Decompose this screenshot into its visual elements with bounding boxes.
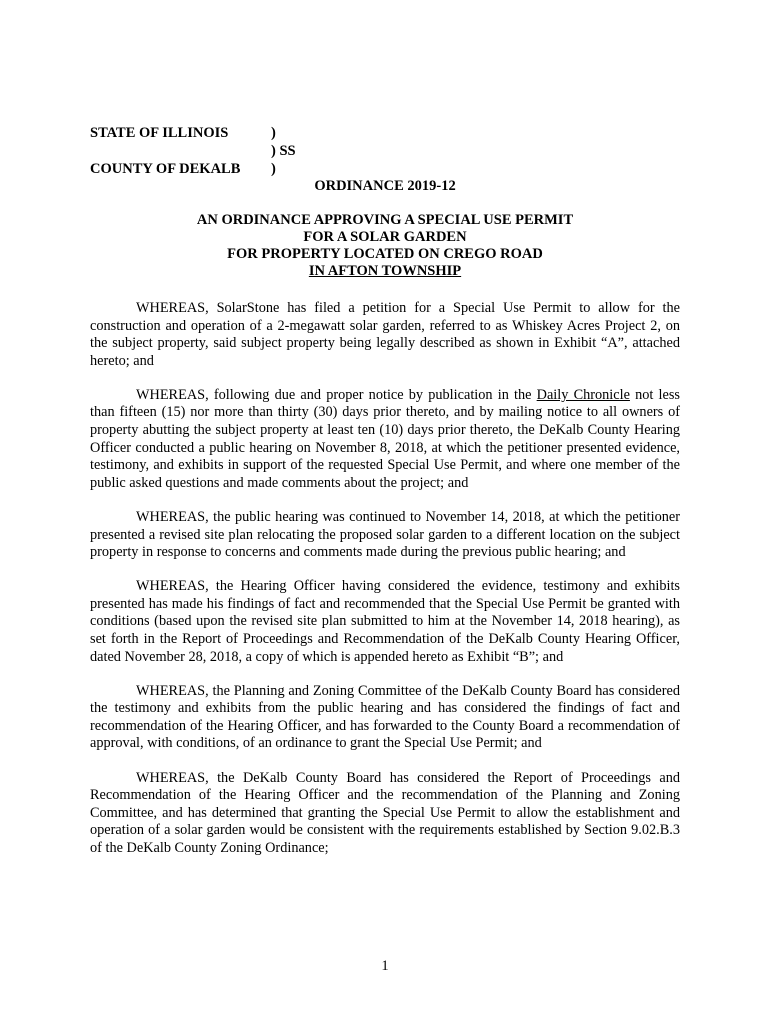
caption-state: STATE OF ILLINOIS [90,125,229,141]
caption-paren-top: ) [271,125,276,141]
p2-text-after: not less than fifteen (15) nor more than thirty (30) days prior thereto, and by mailing notice to all owners of property abutting the subject property at least ten (10) days prior thereto, the DeKalb County Hearing Officer conducted a public hearing on November 8, 2018, at which the petitioner presented evidence, testimony, and exhibits in support of the requested Special Use Permit, and where one member of the public asked questions and made comments about the project; and [90,386,680,491]
whereas-paragraph-2 [90,387,680,493]
caption-paren-ss: ) SS [271,143,296,159]
whereas-paragraph-5: WHEREAS, the Planning and Zoning Committee of the DeKalb County Board has considered the testimony and exhibits from the public hearing and has considered the findings of fact and recommendation of the Hearing Officer, and has forwarded to the County Board a recommendation of approval, with conditions, of an ordinance to grant the Special Use Permit; and [90,682,680,752]
ordinance-body [90,300,680,874]
title-line-4: IN AFTON TOWNSHIP [308,263,462,279]
publication-name: Daily Chronicle [536,386,630,403]
title-line-1: AN ORDINANCE APPROVING A SPECIAL USE PERMIT [196,212,574,228]
whereas-paragraph-1: WHEREAS, SolarStone has filed a petition for a Special Use Permit to allow for the construction and operation of a 2-megawatt solar garden, referred to as Whiskey Acres Project 2, on the subject property, said subject property being legally described as shown in Exhibit “A”, attached hereto; and [90,300,680,369]
caption-county: COUNTY OF DEKALB [90,161,241,177]
ordinance-number: ORDINANCE 2019-12 [314,178,456,194]
whereas-paragraph-4: WHEREAS, the Hearing Officer having considered the evidence, testimony and exhibits presented has made his findings of fact and recommended that the Special Use Permit be granted with conditions (based upon the revised site plan submitted to him at the November 14, 2018 hearing), as set forth in the Report of Proceedings and Recommendation of the DeKalb County Hearing Officer, dated November 28, 2018, a copy of which is appended hereto as Exhibit “B”; and [90,578,680,665]
page-number: 1 [381,958,389,974]
caption-paren-bottom: ) [271,161,276,177]
title-line-2: FOR A SOLAR GARDEN [303,229,467,245]
whereas-paragraph-6: WHEREAS, the DeKalb County Board has considered the Report of Proceedings and Recommendation of the Hearing Officer and the recommendation of the Planning and Zoning Committee, and has determined that granting the Special Use Permit to allow the establishment and operation of a solar garden would be consistent with the requirements established by Section 9.02.B.3 of the DeKalb County Zoning Ordinance; [90,769,680,856]
title-line-3: FOR PROPERTY LOCATED ON CREGO ROAD [227,246,543,262]
whereas-paragraph-3: WHEREAS, the public hearing was continued to November 14, 2018, at which the petitioner presented a revised site plan relocating the proposed solar garden to a different location on the subject property in response to concerns and comments made during the previous public hearing; and [90,508,680,561]
ordinance-title [0,212,770,280]
p2-text-before: WHEREAS, following due and proper notice by publication in the [136,386,537,403]
